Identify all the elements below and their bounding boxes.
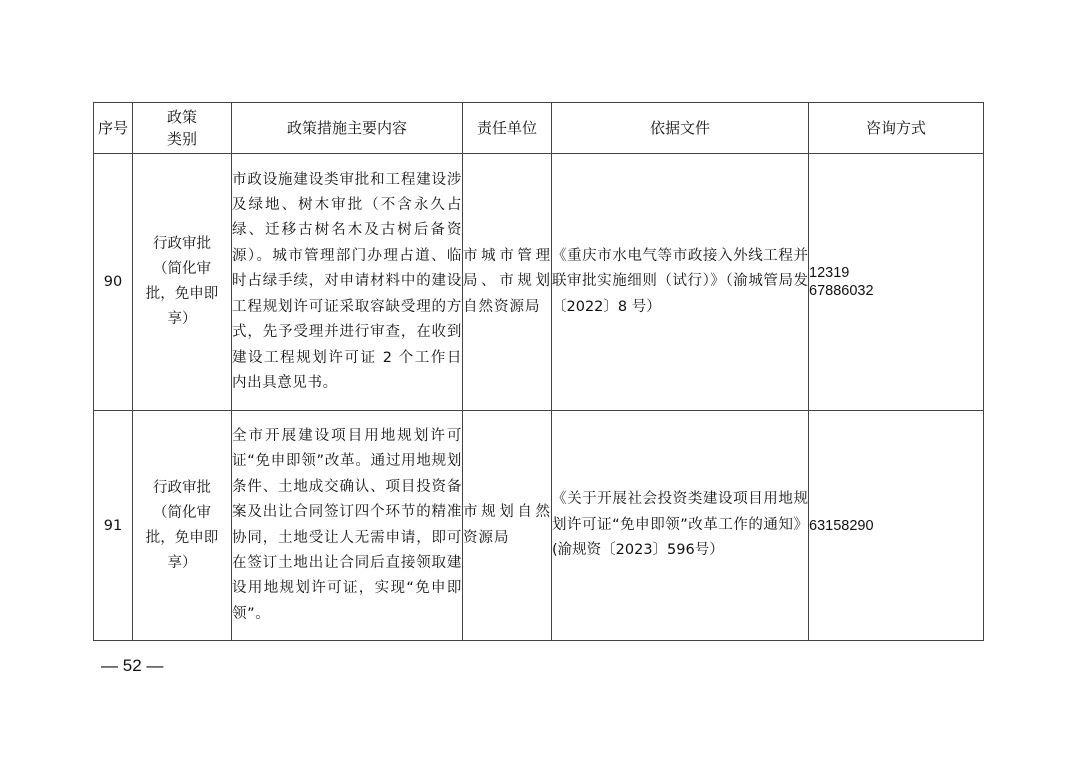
page-footer — [101, 656, 163, 676]
basis-document: 《关于开展社会投资类建设项目用地规划许可证“免申即领”改革工作的通知》(渝规资〔2023〕596号） — [552, 411, 809, 641]
table-row — [94, 154, 984, 411]
policy-content: 市政设施建设类审批和工程建设涉及绿地、树木审批（不含永久占绿、迁移古树名木及古树后备资源）。城市管理部门办理占道、临时占绿手续，对申请材料中的建设工程规划许可证采取容缺受理的方式，先予受理并进行审查，在收到建设工程规划许可证 2 个工作日内出具意见书。 — [232, 154, 463, 411]
footer-dash-right: — — [146, 656, 164, 675]
header-category-line1: 政策 — [166, 108, 197, 126]
header-contact: 咨询方式 — [809, 103, 984, 154]
policy-content: 全市开展建设项目用地规划许可证“免申即领”改革。通过用地规划条件、土地成交确认、项目投资备案及出让合同签订四个环节的精准协同，土地受让人无需申请，即可在签订土地出让合同后直接领取建设用地规划许可证，实现“免申即领”。 — [232, 411, 463, 641]
category-line: 批，免申即 — [145, 529, 219, 546]
policy-category — [133, 154, 232, 411]
contact-phone: 67886032 — [809, 283, 874, 299]
category-line: （简化审 — [153, 261, 211, 277]
header-content: 政策措施主要内容 — [232, 103, 463, 154]
header-basis: 依据文件 — [552, 103, 809, 154]
header-category — [133, 103, 232, 154]
contact-info — [809, 154, 984, 411]
table-row — [94, 411, 984, 641]
contact-info — [809, 411, 984, 641]
category-line: 行政审批 — [153, 236, 211, 252]
table-header-row — [94, 103, 984, 154]
category-line: 享） — [167, 554, 197, 571]
policy-table — [93, 102, 984, 641]
responsible-unit: 市城市管理局、市规划自然资源局 — [463, 154, 552, 411]
category-line: 行政审批 — [153, 479, 211, 496]
row-number: 91 — [94, 411, 133, 641]
policy-category — [133, 411, 232, 641]
page-number: 52 — [122, 656, 142, 675]
header-category-line2: 类别 — [166, 130, 197, 148]
category-line: 批，免申即 — [145, 286, 219, 302]
footer-dash-left: — — [101, 656, 118, 675]
category-line: （简化审 — [153, 504, 211, 521]
row-number: 90 — [94, 154, 133, 411]
header-no: 序号 — [94, 103, 133, 154]
basis-document: 《重庆市水电气等市政接入外线工程并联审批实施细则（试行）》（渝城管局发〔2022〕8 号） — [552, 154, 809, 411]
responsible-unit: 市规划自然资源局 — [463, 411, 552, 641]
category-line: 享） — [167, 311, 197, 327]
contact-phone: 12319 — [809, 265, 850, 281]
contact-phone: 63158290 — [809, 517, 874, 534]
header-unit: 责任单位 — [463, 103, 552, 154]
